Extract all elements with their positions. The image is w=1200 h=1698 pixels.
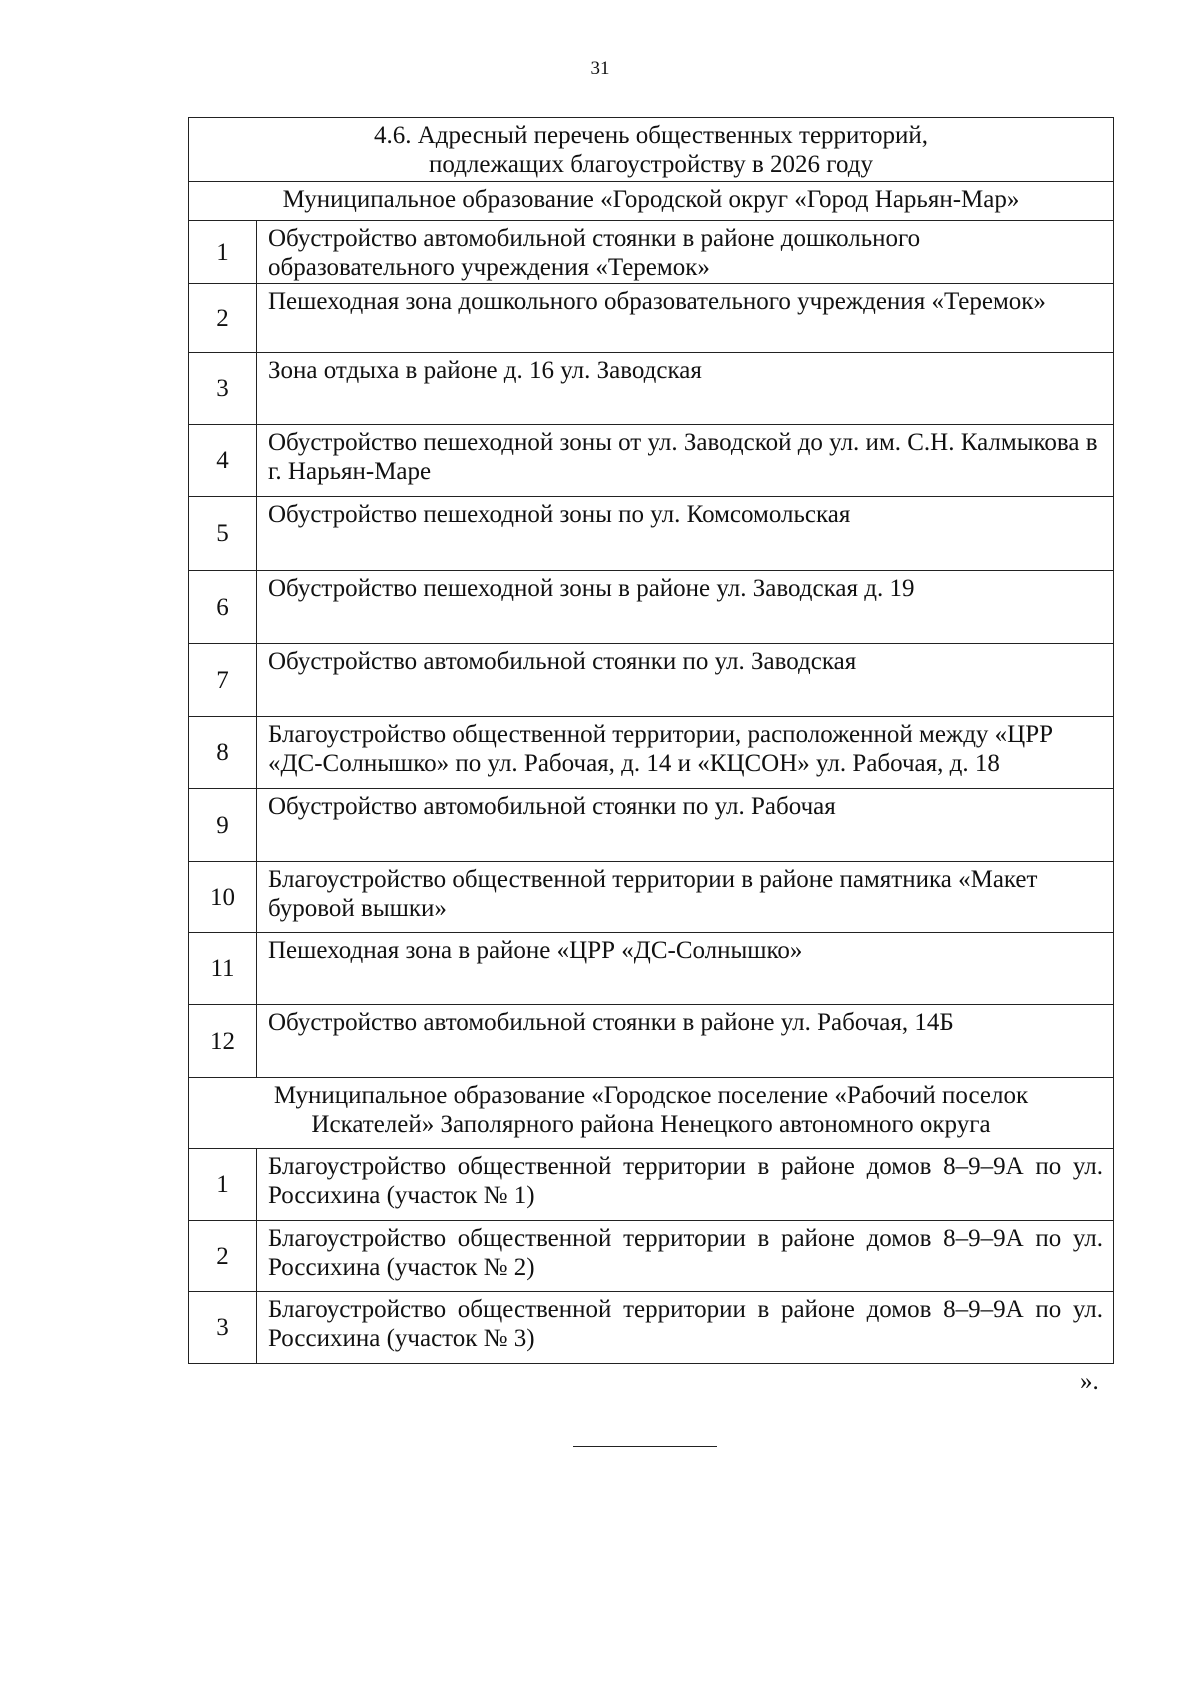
row-text: Благоустройство общественной территории, расположенной между «ЦРР «ДС-Солнышко» по ул. Рабочая, д. 14 и «КЦСОН» ул. Рабочая, д. 18 (257, 717, 1114, 789)
page-number: 31 (590, 58, 610, 79)
row-number: 1 (189, 1149, 257, 1221)
table-row (189, 1005, 1114, 1078)
table-row (189, 933, 1114, 1005)
table-row (189, 644, 1114, 717)
row-text: Зона отдыха в районе д. 16 ул. Заводская (257, 353, 1114, 425)
table-row (189, 221, 1114, 284)
row-number: 1 (189, 221, 257, 284)
table-row (189, 425, 1114, 497)
table-row (189, 1149, 1114, 1221)
row-text: Благоустройство общественной территории в районе домов 8–9–9А по ул. Россихина (участок № 1) (257, 1149, 1114, 1221)
row-number: 4 (189, 425, 257, 497)
table-row (189, 1221, 1114, 1292)
row-text: Обустройство автомобильной стоянки по ул. Заводская (257, 644, 1114, 717)
row-text: Обустройство пешеходной зоны в районе ул. Заводская д. 19 (257, 571, 1114, 644)
row-number: 7 (189, 644, 257, 717)
table-row (189, 353, 1114, 425)
row-text: Обустройство пешеходной зоны от ул. Заводской до ул. им. С.Н. Калмыкова в г. Нарьян-Маре (257, 425, 1114, 497)
row-text: Благоустройство общественной территории в районе домов 8–9–9А по ул. Россихина (участок № 2) (257, 1221, 1114, 1292)
row-text: Благоустройство общественной территории в районе памятника «Макет буровой вышки» (257, 862, 1114, 933)
row-text: Обустройство пешеходной зоны по ул. Комсомольская (257, 497, 1114, 571)
row-text: Пешеходная зона дошкольного образовательного учреждения «Теремок» (257, 284, 1114, 353)
row-text: Обустройство автомобильной стоянки в районе ул. Рабочая, 14Б (257, 1005, 1114, 1078)
row-number: 3 (189, 1292, 257, 1364)
section-title (189, 118, 1114, 182)
section-title-line1: 4.6. Адресный перечень общественных территорий, (373, 122, 929, 149)
footer-divider (573, 1446, 717, 1447)
table-row (189, 1292, 1114, 1364)
row-number: 3 (189, 353, 257, 425)
section-title-line2: подлежащих благоустройству в 2026 году (429, 151, 873, 178)
row-text: Благоустройство общественной территории в районе домов 8–9–9А по ул. Россихина (участок № 3) (257, 1292, 1114, 1364)
table-row (189, 789, 1114, 862)
row-number: 5 (189, 497, 257, 571)
territories-table (188, 117, 1114, 1364)
row-text: Пешеходная зона в районе «ЦРР «ДС-Солнышко» (257, 933, 1114, 1005)
table-row (189, 284, 1114, 353)
row-text: Обустройство автомобильной стоянки по ул. Рабочая (257, 789, 1114, 862)
row-number: 10 (189, 862, 257, 933)
row-number: 2 (189, 1221, 257, 1292)
closing-quote-mark: ». (1080, 1368, 1099, 1395)
table-row (189, 497, 1114, 571)
row-text: Обустройство автомобильной стоянки в районе дошкольного образовательного учреждения «Теремок» (257, 221, 1114, 284)
table-row (189, 862, 1114, 933)
table-row (189, 571, 1114, 644)
municipality-title: Муниципальное образование «Городское поселение «Рабочий поселок Искателей» Заполярного района Ненецкого автономного округа (189, 1078, 1114, 1149)
municipality-row (189, 182, 1114, 221)
municipality-row (189, 1078, 1114, 1149)
row-number: 8 (189, 717, 257, 789)
row-number: 9 (189, 789, 257, 862)
table-row (189, 717, 1114, 789)
row-number: 12 (189, 1005, 257, 1078)
table-title-row (189, 118, 1114, 182)
row-number: 11 (189, 933, 257, 1005)
municipality-title: Муниципальное образование «Городской округ «Город Нарьян-Мар» (189, 182, 1114, 221)
row-number: 6 (189, 571, 257, 644)
row-number: 2 (189, 284, 257, 353)
